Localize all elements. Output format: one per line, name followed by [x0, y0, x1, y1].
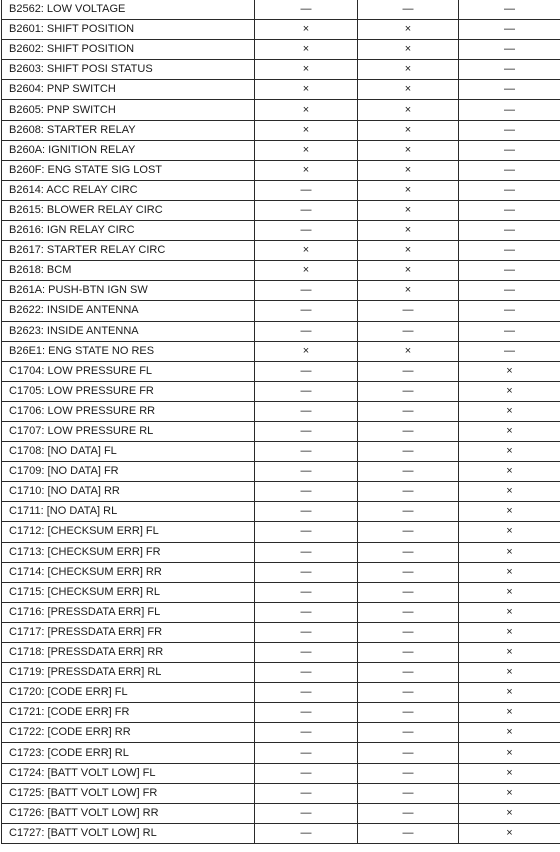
mark-cell-b: — [358, 502, 459, 522]
mark-cell-c: — [459, 160, 560, 180]
mark-cell-c: — [459, 120, 560, 140]
dtc-code-cell: C1707: LOW PRESSURE RL [2, 421, 255, 441]
mark-cell-b: — [358, 321, 459, 341]
mark-cell-a: — [255, 522, 358, 542]
mark-cell-b: — [358, 401, 459, 421]
table-row [2, 241, 560, 261]
mark-cell-c: — [459, 261, 560, 281]
dtc-code-cell: B2622: INSIDE ANTENNA [2, 301, 255, 321]
table-row [2, 542, 560, 562]
mark-cell-c: — [459, 80, 560, 100]
table-row [2, 341, 560, 361]
table-row [2, 60, 560, 80]
mark-cell-a: — [255, 743, 358, 763]
table-row [2, 40, 560, 60]
mark-cell-b: — [358, 723, 459, 743]
mark-cell-b: — [358, 482, 459, 502]
dtc-code-cell: C1721: [CODE ERR] FR [2, 703, 255, 723]
dtc-code-cell: C1706: LOW PRESSURE RR [2, 401, 255, 421]
mark-cell-c: — [459, 100, 560, 120]
mark-cell-c: × [459, 361, 560, 381]
mark-cell-c: × [459, 622, 560, 642]
table-row [2, 80, 560, 100]
mark-cell-a: — [255, 301, 358, 321]
table-row [2, 301, 560, 321]
mark-cell-b: — [358, 562, 459, 582]
dtc-code-cell: B2617: STARTER RELAY CIRC [2, 241, 255, 261]
table-row [2, 462, 560, 482]
dtc-table [1, 0, 560, 844]
mark-cell-a: × [255, 261, 358, 281]
mark-cell-b: × [358, 200, 459, 220]
mark-cell-b: — [358, 0, 459, 20]
table-row [2, 442, 560, 462]
mark-cell-c: × [459, 562, 560, 582]
mark-cell-c: × [459, 462, 560, 482]
mark-cell-c: — [459, 60, 560, 80]
table-row [2, 743, 560, 763]
mark-cell-c: × [459, 421, 560, 441]
dtc-code-cell: B2562: LOW VOLTAGE [2, 0, 255, 20]
mark-cell-c: × [459, 823, 560, 843]
mark-cell-a: — [255, 281, 358, 301]
mark-cell-c: × [459, 763, 560, 783]
dtc-code-cell: B2618: BCM [2, 261, 255, 281]
dtc-code-cell: C1724: [BATT VOLT LOW] FL [2, 763, 255, 783]
mark-cell-b: — [358, 522, 459, 542]
mark-cell-b: — [358, 602, 459, 622]
dtc-code-cell: C1715: [CHECKSUM ERR] RL [2, 582, 255, 602]
dtc-code-cell: B2605: PNP SWITCH [2, 100, 255, 120]
mark-cell-c: × [459, 663, 560, 683]
mark-cell-b: × [358, 140, 459, 160]
mark-cell-a: — [255, 783, 358, 803]
table-row [2, 683, 560, 703]
dtc-code-cell: B2601: SHIFT POSITION [2, 20, 255, 40]
mark-cell-a: × [255, 341, 358, 361]
mark-cell-c: — [459, 0, 560, 20]
mark-cell-a: — [255, 361, 358, 381]
mark-cell-a: — [255, 0, 358, 20]
table-row [2, 180, 560, 200]
mark-cell-a: — [255, 643, 358, 663]
mark-cell-c: × [459, 542, 560, 562]
mark-cell-b: — [358, 743, 459, 763]
table-row [2, 261, 560, 281]
table-row [2, 221, 560, 241]
mark-cell-c: — [459, 40, 560, 60]
mark-cell-c: × [459, 703, 560, 723]
dtc-code-cell: B26E1: ENG STATE NO RES [2, 341, 255, 361]
table-row [2, 562, 560, 582]
dtc-code-cell: B2623: INSIDE ANTENNA [2, 321, 255, 341]
mark-cell-a: — [255, 180, 358, 200]
mark-cell-c: — [459, 221, 560, 241]
mark-cell-b: × [358, 281, 459, 301]
mark-cell-c: — [459, 180, 560, 200]
table-row [2, 321, 560, 341]
mark-cell-a: × [255, 241, 358, 261]
mark-cell-b: × [358, 120, 459, 140]
dtc-code-cell: C1712: [CHECKSUM ERR] FL [2, 522, 255, 542]
mark-cell-c: × [459, 803, 560, 823]
dtc-code-cell: C1713: [CHECKSUM ERR] FR [2, 542, 255, 562]
dtc-code-cell: C1718: [PRESSDATA ERR] RR [2, 643, 255, 663]
table-row [2, 0, 560, 20]
dtc-code-cell: C1719: [PRESSDATA ERR] RL [2, 663, 255, 683]
mark-cell-a: — [255, 200, 358, 220]
table-row [2, 502, 560, 522]
mark-cell-c: × [459, 401, 560, 421]
dtc-code-cell: B2616: IGN RELAY CIRC [2, 221, 255, 241]
mark-cell-a: — [255, 421, 358, 441]
dtc-code-cell: C1716: [PRESSDATA ERR] FL [2, 602, 255, 622]
mark-cell-b: — [358, 442, 459, 462]
mark-cell-c: — [459, 281, 560, 301]
mark-cell-c: × [459, 783, 560, 803]
mark-cell-a: — [255, 542, 358, 562]
mark-cell-b: — [358, 301, 459, 321]
dtc-code-cell: C1717: [PRESSDATA ERR] FR [2, 622, 255, 642]
table-row [2, 522, 560, 542]
dtc-code-cell: B2603: SHIFT POSI STATUS [2, 60, 255, 80]
mark-cell-b: × [358, 180, 459, 200]
table-row [2, 803, 560, 823]
mark-cell-b: — [358, 783, 459, 803]
mark-cell-a: — [255, 823, 358, 843]
mark-cell-c: — [459, 321, 560, 341]
table-row [2, 120, 560, 140]
mark-cell-c: × [459, 683, 560, 703]
mark-cell-a: — [255, 763, 358, 783]
mark-cell-c: — [459, 200, 560, 220]
mark-cell-a: — [255, 381, 358, 401]
mark-cell-a: — [255, 321, 358, 341]
dtc-code-cell: C1704: LOW PRESSURE FL [2, 361, 255, 381]
mark-cell-b: × [358, 60, 459, 80]
dtc-code-cell: B2608: STARTER RELAY [2, 120, 255, 140]
table-row [2, 783, 560, 803]
mark-cell-c: — [459, 241, 560, 261]
mark-cell-b: — [358, 462, 459, 482]
table-row [2, 160, 560, 180]
dtc-table-body [2, 0, 560, 843]
dtc-code-cell: C1722: [CODE ERR] RR [2, 723, 255, 743]
table-row [2, 361, 560, 381]
dtc-code-cell: C1720: [CODE ERR] FL [2, 683, 255, 703]
dtc-code-cell: C1723: [CODE ERR] RL [2, 743, 255, 763]
mark-cell-a: — [255, 482, 358, 502]
mark-cell-a: — [255, 703, 358, 723]
table-row [2, 582, 560, 602]
mark-cell-b: × [358, 221, 459, 241]
table-row [2, 200, 560, 220]
mark-cell-b: — [358, 803, 459, 823]
mark-cell-a: — [255, 663, 358, 683]
mark-cell-a: — [255, 803, 358, 823]
mark-cell-c: — [459, 301, 560, 321]
dtc-code-cell: C1725: [BATT VOLT LOW] FR [2, 783, 255, 803]
dtc-code-cell: B260A: IGNITION RELAY [2, 140, 255, 160]
mark-cell-a: × [255, 20, 358, 40]
mark-cell-c: × [459, 582, 560, 602]
dtc-code-cell: C1705: LOW PRESSURE FR [2, 381, 255, 401]
mark-cell-c: × [459, 643, 560, 663]
dtc-code-cell: C1727: [BATT VOLT LOW] RL [2, 823, 255, 843]
mark-cell-c: — [459, 341, 560, 361]
dtc-code-cell: C1708: [NO DATA] FL [2, 442, 255, 462]
mark-cell-c: × [459, 743, 560, 763]
mark-cell-c: × [459, 381, 560, 401]
dtc-code-cell: B260F: ENG STATE SIG LOST [2, 160, 255, 180]
mark-cell-a: × [255, 140, 358, 160]
dtc-code-cell: B2602: SHIFT POSITION [2, 40, 255, 60]
mark-cell-c: × [459, 442, 560, 462]
table-row [2, 823, 560, 843]
mark-cell-c: × [459, 482, 560, 502]
mark-cell-b: × [358, 100, 459, 120]
mark-cell-c: × [459, 723, 560, 743]
mark-cell-b: × [358, 241, 459, 261]
table-row [2, 482, 560, 502]
mark-cell-a: — [255, 401, 358, 421]
mark-cell-b: × [358, 261, 459, 281]
dtc-code-cell: C1711: [NO DATA] RL [2, 502, 255, 522]
table-row [2, 100, 560, 120]
mark-cell-a: — [255, 442, 358, 462]
mark-cell-a: × [255, 80, 358, 100]
mark-cell-c: — [459, 140, 560, 160]
mark-cell-c: × [459, 502, 560, 522]
mark-cell-c: × [459, 522, 560, 542]
mark-cell-b: × [358, 80, 459, 100]
table-row [2, 723, 560, 743]
mark-cell-b: — [358, 381, 459, 401]
dtc-code-cell: B2614: ACC RELAY CIRC [2, 180, 255, 200]
mark-cell-a: — [255, 221, 358, 241]
mark-cell-b: — [358, 361, 459, 381]
mark-cell-b: × [358, 341, 459, 361]
mark-cell-a: — [255, 562, 358, 582]
mark-cell-b: — [358, 683, 459, 703]
mark-cell-c: — [459, 20, 560, 40]
table-row [2, 622, 560, 642]
mark-cell-a: × [255, 40, 358, 60]
mark-cell-b: — [358, 643, 459, 663]
mark-cell-c: × [459, 602, 560, 622]
mark-cell-a: — [255, 723, 358, 743]
table-row [2, 20, 560, 40]
mark-cell-a: — [255, 582, 358, 602]
dtc-code-cell: B261A: PUSH-BTN IGN SW [2, 281, 255, 301]
table-row [2, 602, 560, 622]
mark-cell-b: — [358, 823, 459, 843]
mark-cell-a: — [255, 502, 358, 522]
table-row [2, 703, 560, 723]
dtc-code-cell: B2604: PNP SWITCH [2, 80, 255, 100]
mark-cell-a: — [255, 683, 358, 703]
mark-cell-a: × [255, 60, 358, 80]
dtc-code-cell: C1710: [NO DATA] RR [2, 482, 255, 502]
mark-cell-b: — [358, 703, 459, 723]
table-row [2, 663, 560, 683]
mark-cell-b: — [358, 582, 459, 602]
mark-cell-b: — [358, 663, 459, 683]
mark-cell-b: — [358, 622, 459, 642]
table-row [2, 421, 560, 441]
mark-cell-a: × [255, 120, 358, 140]
table-row [2, 381, 560, 401]
dtc-code-cell: C1714: [CHECKSUM ERR] RR [2, 562, 255, 582]
mark-cell-b: — [358, 542, 459, 562]
table-row [2, 140, 560, 160]
dtc-code-cell: B2615: BLOWER RELAY CIRC [2, 200, 255, 220]
mark-cell-a: — [255, 622, 358, 642]
table-row [2, 643, 560, 663]
table-row [2, 281, 560, 301]
mark-cell-b: × [358, 40, 459, 60]
dtc-code-cell: C1726: [BATT VOLT LOW] RR [2, 803, 255, 823]
table-row [2, 401, 560, 421]
dtc-code-cell: C1709: [NO DATA] FR [2, 462, 255, 482]
mark-cell-a: — [255, 602, 358, 622]
mark-cell-a: × [255, 160, 358, 180]
mark-cell-b: — [358, 421, 459, 441]
mark-cell-b: × [358, 160, 459, 180]
mark-cell-a: — [255, 462, 358, 482]
mark-cell-a: × [255, 100, 358, 120]
table-row [2, 763, 560, 783]
mark-cell-b: — [358, 763, 459, 783]
mark-cell-b: × [358, 20, 459, 40]
